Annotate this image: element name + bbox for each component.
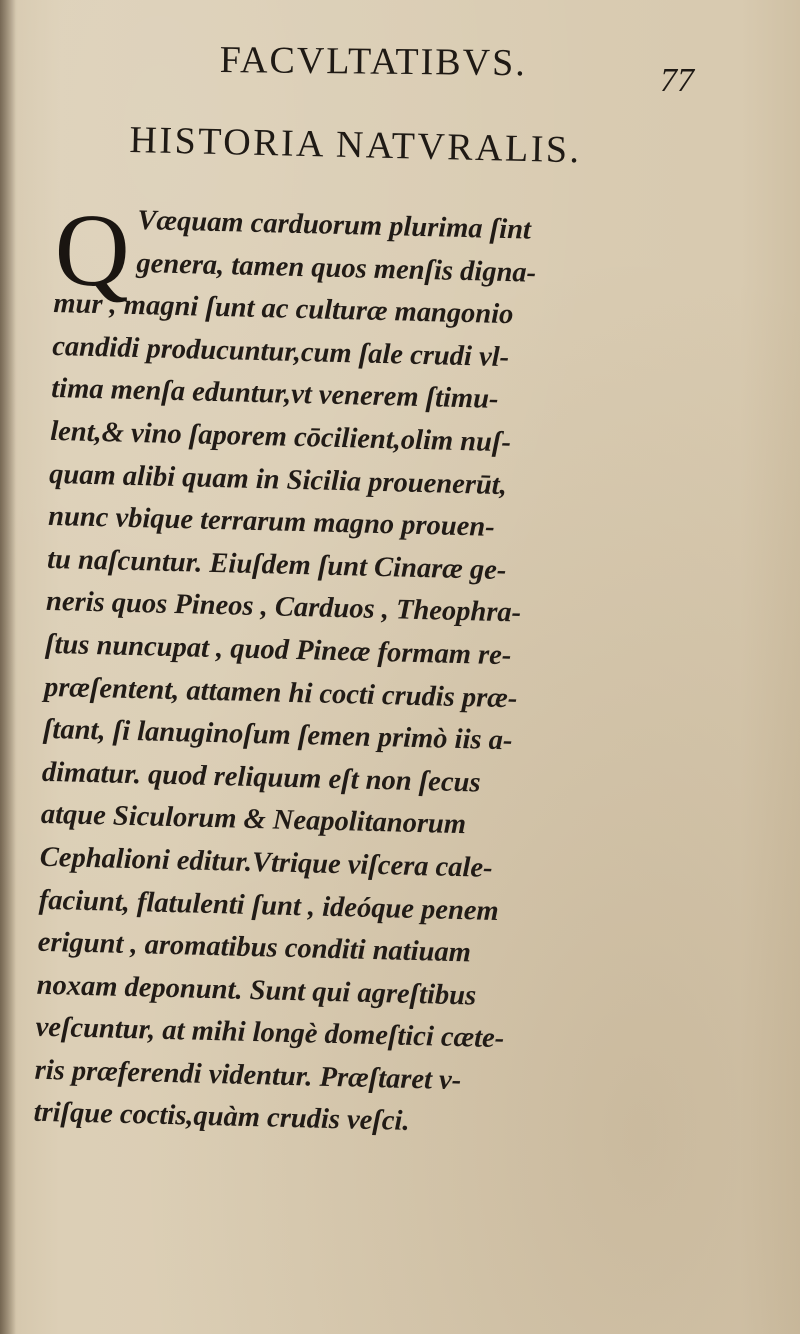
drop-cap: Q [53,192,132,309]
text-line: Væquam carduorum plurima ſint [137,205,532,246]
text-line: ſtant, ſi lanuginoſum ſemen primò iis a- [42,713,513,757]
text-line: genera, tamen quos menſis digna- [136,247,537,289]
text-line: noxam deponunt. Sunt qui agreſtibus [36,969,477,1012]
text-line: neris quos Pineos , Carduos , Theophra- [45,586,522,629]
text-line: erigunt , aromatibus conditi natiuam [37,926,472,969]
text-line: tima menſa eduntur,vt venerem ſtimu- [50,373,499,416]
text-line: ſtus nuncupat , quod Pineæ formam re- [44,628,512,672]
running-head: FACVLTATIBVS. [219,38,527,85]
text-line: mur , magni ſunt ac culturæ mangonio [53,288,514,331]
text-line: Cephalioni editur.Vtrique viſcera cale- [39,841,493,884]
text-line: faciunt, flatulenti ſunt , ideóque penem [38,884,500,927]
text-line: triſque coctis,quàm crudis veſci. [33,1097,410,1138]
text-line: tu naſcuntur. Eiuſdem ſunt Cinaræ ge- [46,543,507,586]
section-title: HISTORIA NATVRALIS. [129,118,583,172]
text-line: ris præferendi videntur. Præſtaret v- [34,1054,462,1097]
text-line: lent,& vino ſaporem cōcilient,olim nuſ- [49,415,512,459]
text-line: dimatur. quod reliquum eſt non ſecus [41,756,481,799]
text-line: quam alibi quam in Sicilia prouenerūt, [48,458,508,501]
gutter-shadow [0,0,16,1334]
text-line: præſentent, attamen hi cocti crudis præ- [43,671,518,714]
body-text [33,192,716,1151]
text-line: atque Siculorum & Neapolitanorum [40,799,467,841]
text-line: nunc vbique terrarum magno prouen- [47,501,496,543]
text-line: veſcuntur, at mihi longè domeſtici cæte- [35,1012,505,1055]
text-line: candidi producuntur,cum ſale crudi vl- [51,330,510,373]
page-number: 77 [660,62,694,99]
